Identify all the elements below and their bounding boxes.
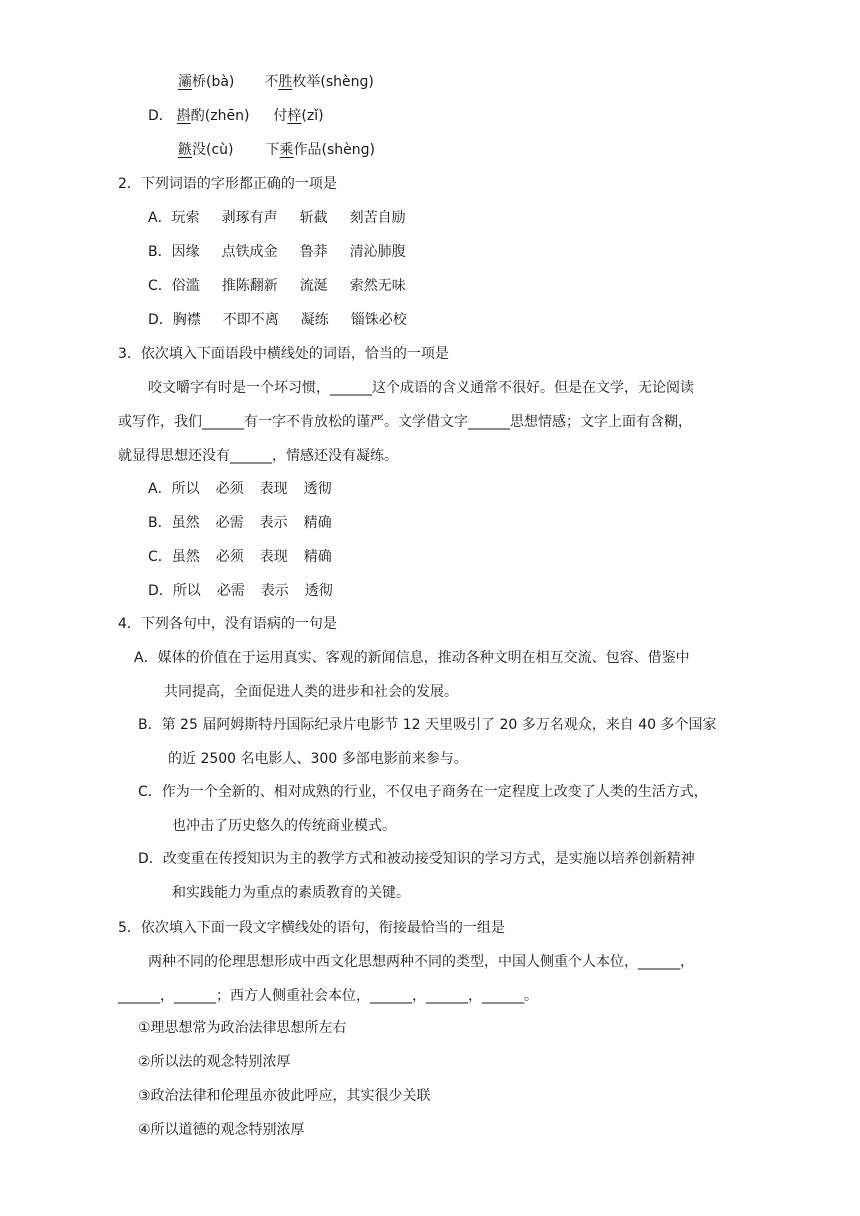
option-word: 必需 — [216, 583, 245, 599]
option-word: 不即不离 — [222, 312, 279, 328]
underlined-char: 灞 — [178, 74, 192, 90]
question-stem: 3．依次填入下面语段中横线处的词语，恰当的一项是 — [118, 346, 449, 362]
q5-item — [138, 1086, 431, 1106]
option-word: 锱铢必校 — [350, 312, 407, 328]
item-rest: 作品(shènɡ) — [293, 142, 375, 158]
option-word: 必须 — [215, 549, 244, 565]
option-label: D． — [148, 583, 173, 599]
option-text: 的近 2500 名电影人、300 多部电影前来参与。 — [168, 751, 468, 767]
underlined-char: 鏃 — [178, 142, 192, 158]
q4-option-line2 — [168, 749, 468, 769]
q3-passage-line — [148, 378, 694, 398]
option-word: 精确 — [303, 549, 332, 565]
option-word: 索然无味 — [349, 278, 406, 294]
option-word: 鲁莽 — [299, 244, 328, 260]
q5-passage-line — [148, 952, 694, 972]
underlined-char: 胜 — [278, 74, 293, 90]
option-label: A． — [148, 210, 172, 226]
option-word: 流涎 — [299, 278, 328, 294]
option-text: 也冲击了历史悠久的传统商业模式。 — [172, 818, 396, 834]
q4-option-line1 — [134, 648, 690, 668]
option-text: 和实践能力为重点的素质教育的关键。 — [172, 885, 410, 901]
q2-option — [148, 242, 406, 262]
option-label: A． — [148, 481, 172, 497]
option-word: 精确 — [303, 515, 332, 531]
option-word: 斩截 — [299, 210, 328, 226]
option-label: D． — [148, 312, 173, 328]
option-word: 表现 — [259, 549, 288, 565]
underlined-char: 梓 — [287, 108, 302, 124]
option-word: 必需 — [215, 515, 244, 531]
q3-option — [148, 547, 332, 567]
option-word: 所以 — [172, 583, 201, 599]
item-prefix: 下 — [265, 142, 280, 158]
option-word: 凝练 — [300, 312, 329, 328]
item-prefix: 不 — [264, 74, 279, 90]
item-prefix: 付 — [273, 108, 288, 124]
q1-option-d-row1 — [148, 106, 324, 126]
option-label: B． — [148, 244, 172, 260]
item-rest: 桥(bà) — [192, 74, 235, 90]
q4-option-line2 — [172, 883, 410, 903]
passage-text: 就显得思想还没有______，情感还没有凝练。 — [118, 448, 398, 464]
option-label: C． — [148, 549, 172, 565]
item-rest: 酌(zhēn) — [190, 108, 250, 124]
q5-passage-line — [118, 986, 538, 1006]
q2-stem — [118, 174, 337, 194]
question-stem: 4．下列各句中，没有语病的一句是 — [118, 616, 337, 632]
option-label: C． — [148, 278, 172, 294]
item-rest: 枚举(shènɡ) — [292, 74, 374, 90]
option-word: 所以 — [171, 481, 200, 497]
option-word: 刻苦自励 — [349, 210, 406, 226]
option-text: 共同提高，全面促进人类的进步和社会的发展。 — [164, 684, 458, 700]
option-word: 胸襟 — [172, 312, 201, 328]
q5-item — [138, 1052, 291, 1072]
q3-passage-line — [118, 446, 398, 466]
numbered-item: ④所以道德的观念特别浓厚 — [138, 1122, 305, 1138]
passage-text: ______，______；西方人侧重社会本位，______，______，______。 — [118, 988, 538, 1004]
q1-option-d-row2 — [178, 140, 375, 160]
option-word: 俗滥 — [171, 278, 200, 294]
q3-option — [148, 513, 332, 533]
q5-stem — [118, 918, 505, 938]
q5-item — [138, 1120, 305, 1140]
option-text: A．媒体的价值在于运用真实、客观的新闻信息，推动各种文明在相互交流、包容、借鉴中 — [134, 650, 690, 666]
option-text: D．改变重在传授知识为主的教学方式和被动接受知识的学习方式，是实施以培养创新精神 — [138, 851, 695, 867]
option-word: 表示 — [260, 583, 289, 599]
numbered-item: ③政治法律和伦理虽亦彼此呼应，其实很少关联 — [138, 1088, 431, 1104]
option-word: 虽然 — [171, 515, 200, 531]
option-word: 因缘 — [171, 244, 200, 260]
q4-option-line1 — [138, 715, 716, 735]
q3-passage-line — [118, 412, 692, 432]
q5-item — [138, 1018, 347, 1038]
underlined-char: 乘 — [279, 142, 294, 158]
numbered-item: ②所以法的观念特别浓厚 — [138, 1054, 291, 1070]
question-stem: 5．依次填入下面一段文字横线处的语句，衔接最恰当的一组是 — [118, 920, 505, 936]
option-word: 推陈翻新 — [221, 278, 278, 294]
q4-option-line1 — [138, 782, 708, 802]
underlined-char: 斟 — [176, 108, 191, 124]
numbered-item: ①理思想常为政治法律思想所左右 — [138, 1020, 347, 1036]
q2-option — [148, 310, 407, 330]
option-word: 虽然 — [171, 549, 200, 565]
option-word: 必须 — [215, 481, 244, 497]
option-label: D． — [148, 108, 173, 124]
q1-option-c-row2 — [178, 72, 374, 92]
passage-text: 两种不同的伦理思想形成中西文化思想两种不同的类型，中国人侧重个人本位，______， — [148, 954, 694, 970]
q4-option-line1 — [138, 849, 695, 869]
option-word: 表现 — [259, 481, 288, 497]
item-rest: 没(cù) — [192, 142, 234, 158]
option-word: 透彻 — [303, 481, 332, 497]
q4-option-line2 — [164, 682, 458, 702]
item-rest: (zǐ) — [301, 108, 324, 124]
q4-option-line2 — [172, 816, 396, 836]
q3-option — [148, 479, 332, 499]
option-word: 剥琢有声 — [221, 210, 278, 226]
option-word: 清沁肺腹 — [349, 244, 406, 260]
question-stem: 2．下列词语的字形都正确的一项是 — [118, 176, 337, 192]
option-text: B．第 25 届阿姆斯特丹国际纪录片电影节 12 天里吸引了 20 多万名观众，来自 40 多个国家 — [138, 717, 717, 733]
option-word: 玩索 — [171, 210, 200, 226]
option-label: B． — [148, 515, 172, 531]
passage-text: 或写作，我们______有一字不肯放松的谨严。文学借文字______思想情感；文字上面有含糊， — [118, 414, 692, 430]
passage-text: 咬文嚼字有时是一个坏习惯，______这个成语的含义通常不很好。但是在文学，无论阅读 — [148, 380, 694, 396]
option-word: 透彻 — [304, 583, 333, 599]
q3-option — [148, 581, 333, 601]
q2-option — [148, 208, 406, 228]
q4-stem — [118, 614, 337, 634]
q2-option — [148, 276, 406, 296]
option-word: 点铁成金 — [221, 244, 278, 260]
q3-stem — [118, 344, 449, 364]
option-word: 表示 — [259, 515, 288, 531]
option-text: C．作为一个全新的、相对成熟的行业，不仅电子商务在一定程度上改变了人类的生活方式， — [138, 784, 708, 800]
